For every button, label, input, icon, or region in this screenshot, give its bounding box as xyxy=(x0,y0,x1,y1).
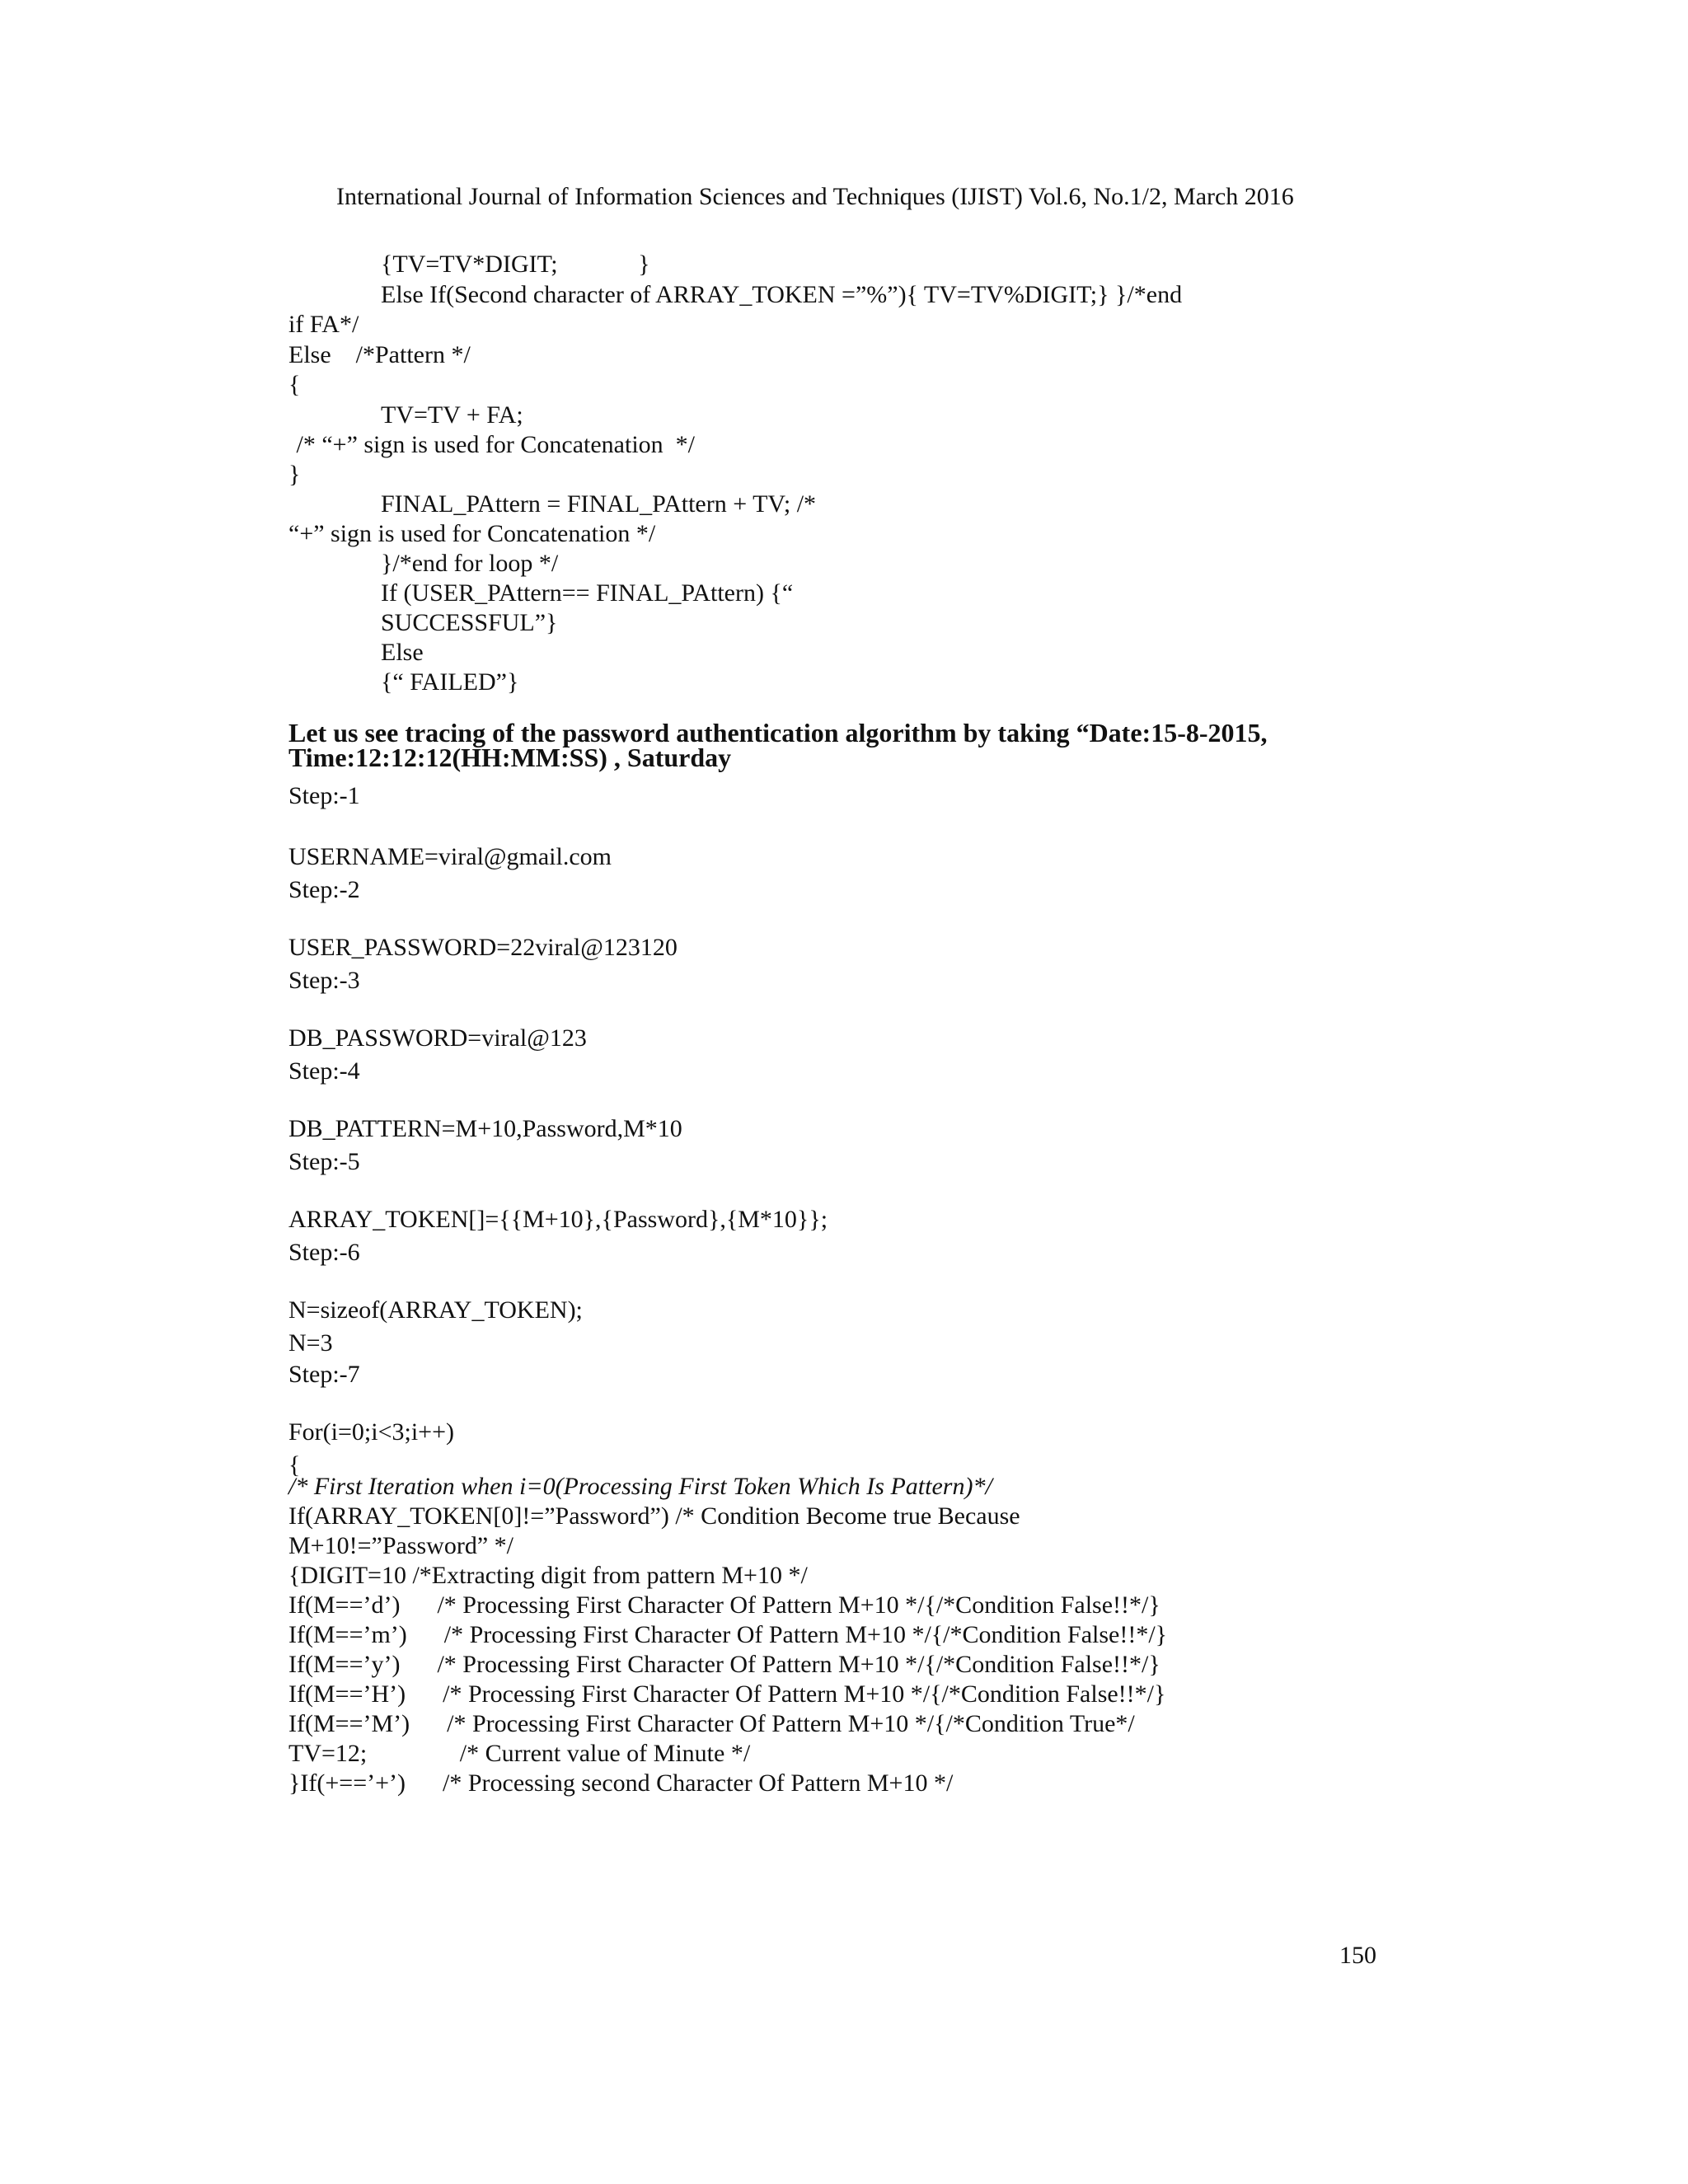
code-line: If (USER_PAttern== FINAL_PAttern) {“ xyxy=(381,579,794,607)
step-value: { xyxy=(288,1451,301,1479)
code-line: If(M==’m’) /* Processing First Character Of Pattern M+10 */{/*Condition False!!*/} xyxy=(288,1621,1168,1648)
step-value: DB_PASSWORD=viral@123 xyxy=(288,1024,587,1052)
code-line: }/*end for loop */ xyxy=(381,550,559,577)
code-line: If(M==’d’) /* Processing First Character Of Pattern M+10 */{/*Condition False!!*/} xyxy=(288,1591,1160,1619)
code-line: { xyxy=(288,371,301,398)
code-line: If(M==’H’) /* Processing First Character Of Pattern M+10 */{/*Condition False!!*/} xyxy=(288,1680,1166,1708)
step-label: Step:-7 xyxy=(288,1361,360,1388)
iteration-comment: /* First Iteration when i=0(Processing First Token Which Is Pattern)*/ xyxy=(288,1473,992,1500)
step-value: N=3 xyxy=(288,1329,333,1357)
code-line: {TV=TV*DIGIT; } xyxy=(381,251,650,278)
step-label: Step:-5 xyxy=(288,1148,360,1175)
step-value: USER_PASSWORD=22viral@123120 xyxy=(288,934,678,961)
step-value: DB_PATTERN=M+10,Password,M*10 xyxy=(288,1115,682,1142)
code-line: If(M==’y’) /* Processing First Character Of Pattern M+10 */{/*Condition False!!*/} xyxy=(288,1651,1160,1678)
code-line: FINAL_PAttern = FINAL_PAttern + TV; /* xyxy=(381,490,817,518)
section-heading-line: Time:12:12:12(HH:MM:SS) , Saturday xyxy=(288,743,732,772)
code-line: {DIGIT=10 /*Extracting digit from pattern M+10 */ xyxy=(288,1562,808,1589)
step-label: Step:-4 xyxy=(288,1057,360,1085)
step-label: Step:-1 xyxy=(288,782,360,809)
page-number: 150 xyxy=(1339,1942,1376,1969)
code-line: if FA*/ xyxy=(288,311,359,338)
code-line: Else xyxy=(381,639,424,666)
code-line: /* “+” sign is used for Concatenation */ xyxy=(290,431,695,458)
code-line: TV=12; /* Current value of Minute */ xyxy=(288,1740,751,1767)
step-label: Step:-6 xyxy=(288,1239,360,1266)
step-value: ARRAY_TOKEN[]={{M+10},{Password},{M*10}}; xyxy=(288,1206,828,1233)
code-line: If(M==’M’) /* Processing First Character Of Pattern M+10 */{/*Condition True*/ xyxy=(288,1710,1135,1737)
step-label: Step:-3 xyxy=(288,967,360,994)
code-line: “+” sign is used for Concatenation */ xyxy=(288,520,656,547)
step-label: Step:-2 xyxy=(288,876,360,903)
journal-header: International Journal of Information Sciences and Techniques (IJIST) Vol.6, No.1/2, March 2016 xyxy=(336,183,1294,210)
code-line: If(ARRAY_TOKEN[0]!=”Password”) /* Condition Become true Because xyxy=(288,1502,1020,1530)
section-heading-line: Let us see tracing of the password authentication algorithm by taking “Date:15-8-2015, xyxy=(288,718,1268,748)
code-line: Else If(Second character of ARRAY_TOKEN =”%”){ TV=TV%DIGIT;} }/*end xyxy=(381,281,1183,308)
code-line: }If(+==’+’) /* Processing second Character Of Pattern M+10 */ xyxy=(288,1769,954,1797)
step-value: For(i=0;i<3;i++) xyxy=(288,1418,455,1446)
step-value: N=sizeof(ARRAY_TOKEN); xyxy=(288,1296,583,1324)
code-line: TV=TV + FA; xyxy=(381,401,523,429)
code-line: } xyxy=(288,461,301,488)
code-line: {“ FAILED”} xyxy=(381,668,519,696)
step-value: USERNAME=viral@gmail.com xyxy=(288,843,612,870)
code-line: M+10!=”Password” */ xyxy=(288,1532,513,1559)
code-line: SUCCESSFUL”} xyxy=(381,609,558,636)
code-line: Else /*Pattern */ xyxy=(288,341,471,368)
